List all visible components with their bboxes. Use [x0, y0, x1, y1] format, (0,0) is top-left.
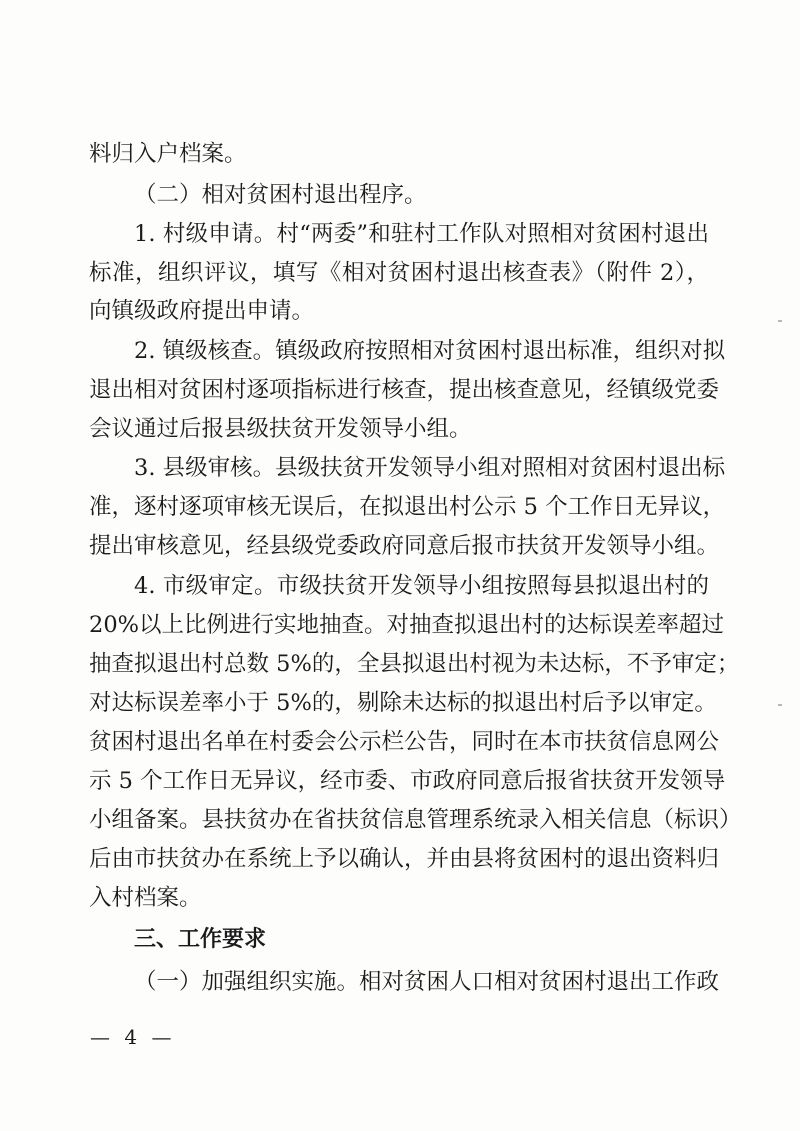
paragraph-line: 料归入户档案。 — [89, 141, 247, 167]
paragraph-line: 提出审核意见，经县级党委政府同意后报市扶贫开发领导小组。 — [89, 533, 720, 559]
paragraph-line: 贫困村退出名单在村委会公示栏公告，同时在本市扶贫信息网公 — [89, 729, 720, 755]
paragraph-line: 小组备案。县扶贫办在省扶贫信息管理系统录入相关信息（标识） — [89, 807, 742, 833]
paragraph-line: 会议通过后报县级扶贫开发领导小组。 — [89, 416, 472, 442]
paragraph-line: 3. 县级审核。县级扶贫开发领导小组对照相对贫困村退出标 — [134, 455, 726, 481]
paragraph-line: 对达标误差率小于 5%的，剔除未达标的拟退出村后予以审定。 — [89, 690, 717, 716]
paragraph-line: 准，逐村逐项审核无误后，在拟退出村公示 5 个工作日无异议， — [89, 494, 726, 520]
paragraph-line: 2. 镇级核查。镇级政府按照相对贫困村退出标准，组织对拟 — [134, 338, 726, 364]
paragraph-line: 标准，组织评议，填写《相对贫困村退出核查表》（附件 2）， — [89, 260, 709, 286]
paragraph-line: 向镇级政府提出申请。 — [89, 298, 315, 324]
paragraph-line: （一）加强组织实施。相对贫困人口相对贫困村退出工作政 — [134, 969, 720, 995]
section-subheading: （二）相对贫困村退出程序。 — [134, 182, 427, 208]
paragraph-line: 后由市扶贫办在系统上予以确认，并由县将贫困村的退出资料归 — [89, 846, 720, 872]
paragraph-line: 示 5 个工作日无异议，经市委、市政府同意后报省扶贫开发领导 — [89, 768, 726, 794]
scan-mark — [778, 320, 782, 322]
page-number: — 4 — — [90, 1025, 176, 1049]
paragraph-line: 4. 市级审定。市级扶贫开发领导小组按照每县拟退出村的 — [134, 573, 709, 599]
paragraph-line: 入村档案。 — [89, 885, 202, 911]
paragraph-line: 1. 村级申请。村“两委”和驻村工作队对照相对贫困村退出 — [134, 221, 709, 247]
paragraph-line: 20%以上比例进行实地抽查。对抽查拟退出村的达标误差率超过 — [89, 612, 725, 638]
scan-mark — [778, 704, 782, 706]
paragraph-line: 抽查拟退出村总数 5%的，全县拟退出村视为未达标，不予审定； — [89, 651, 740, 677]
section-heading: 三、工作要求 — [134, 927, 267, 952]
paragraph-line: 退出相对贫困村逐项指标进行核查，提出核查意见，经镇级党委 — [89, 377, 720, 403]
